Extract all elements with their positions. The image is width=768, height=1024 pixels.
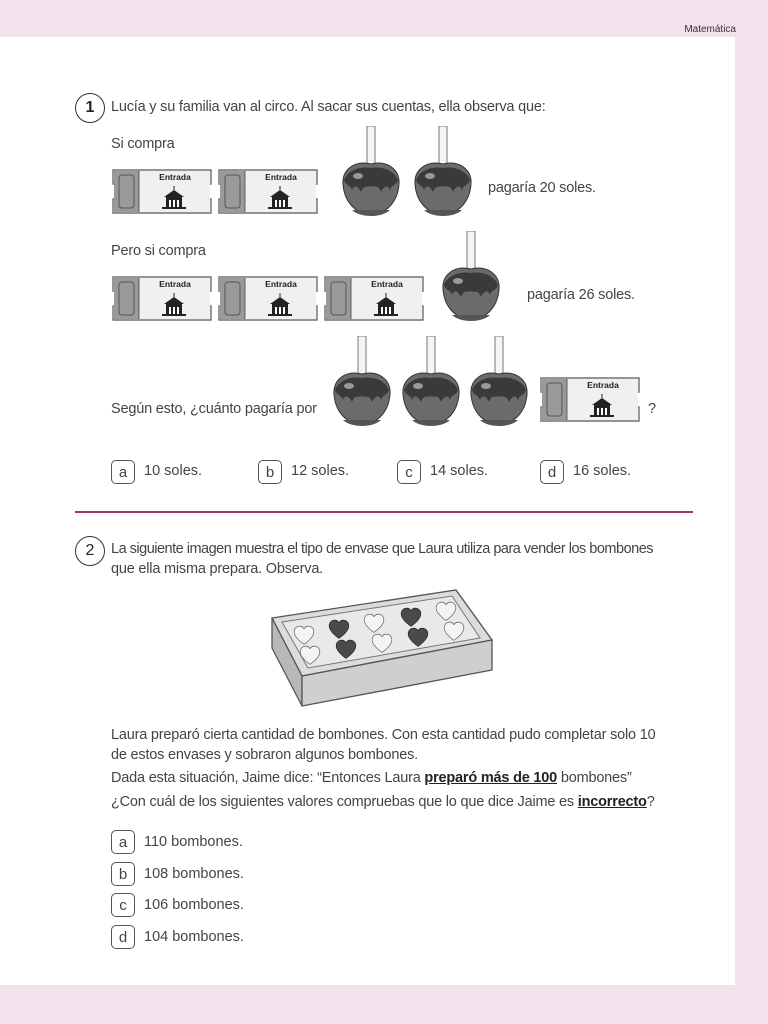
question-2-prompt-line2: que ella misma prepara. Observa. (111, 561, 324, 577)
q1-line1-intro: Si compra (111, 136, 175, 152)
candy-apple-image (412, 126, 474, 220)
bonbon-box-image (266, 588, 498, 710)
q2-option-c-box[interactable]: c (111, 893, 135, 917)
q1-option-c-text: 14 soles. (430, 463, 489, 479)
q1-option-b-box[interactable]: b (258, 460, 282, 484)
q2-body-line2: de estos envases y sobraron algunos bombones. (111, 747, 418, 763)
q2-body-line1: Laura preparó cierta cantidad de bombones. Con esta cantidad pudo completar solo 10 (111, 727, 656, 743)
q2-ask-pre: ¿Con cuál de los siguientes valores compruebas que lo que dice Jaime es (111, 794, 578, 810)
q1-option-b-text: 12 soles. (291, 463, 350, 479)
q1-line2-result: pagaría 26 soles. (527, 287, 635, 303)
q2-option-b-text: 108 bombones. (144, 866, 244, 882)
ticket-image: Entrada (323, 276, 425, 321)
question-1-number: 1 (75, 93, 105, 123)
q2-option-b-box[interactable]: b (111, 862, 135, 886)
ticket-image: Entrada (217, 276, 319, 321)
q2-claim-pre: Dada esta situación, Jaime dice: “Entonces Laura (111, 770, 425, 786)
candy-apple-image (440, 231, 502, 325)
q2-claim (111, 770, 632, 786)
q2-ask-emphasis: incorrecto (577, 794, 647, 810)
q1-line1-result: pagaría 20 soles. (488, 180, 596, 196)
question-2-prompt-line1: La siguiente imagen muestra el tipo de envase que Laura utiliza para vender los bombones (111, 541, 654, 557)
q2-option-d-text: 104 bombones. (144, 929, 244, 945)
candy-apple-image (340, 126, 402, 220)
q2-option-a-text: 110 bombones. (144, 834, 243, 850)
ticket-image: Entrada (111, 169, 213, 214)
q1-option-a-box[interactable]: a (111, 460, 135, 484)
ticket-image: Entrada (217, 169, 319, 214)
question-1-prompt: Lucía y su familia van al circo. Al sacar sus cuentas, ella observa que: (111, 99, 546, 115)
ticket-image: Entrada (111, 276, 213, 321)
subject-label: Matemática (684, 24, 736, 35)
q2-option-a-box[interactable]: a (111, 830, 135, 854)
q2-claim-post: bombones” (557, 770, 632, 786)
ticket-image: Entrada (539, 377, 641, 422)
candy-apple-image (400, 336, 462, 430)
section-divider (75, 511, 693, 513)
q2-ask-post: ? (646, 794, 655, 810)
q1-question-end: ? (648, 401, 656, 417)
q1-option-d-text: 16 soles. (573, 463, 632, 479)
q1-line2-intro: Pero si compra (111, 243, 206, 259)
candy-apple-image (468, 336, 530, 430)
candy-apple-image (331, 336, 393, 430)
q2-option-d-box[interactable]: d (111, 925, 135, 949)
q2-option-c-text: 106 bombones. (144, 897, 244, 913)
q1-option-d-box[interactable]: d (540, 460, 564, 484)
q1-option-c-box[interactable]: c (397, 460, 421, 484)
q2-claim-emphasis: preparó más de 100 (424, 770, 558, 786)
q2-ask (111, 794, 655, 810)
q1-question: Según esto, ¿cuánto pagaría por (111, 401, 317, 417)
question-2-number: 2 (75, 536, 105, 566)
q1-option-a-text: 10 soles. (144, 463, 203, 479)
